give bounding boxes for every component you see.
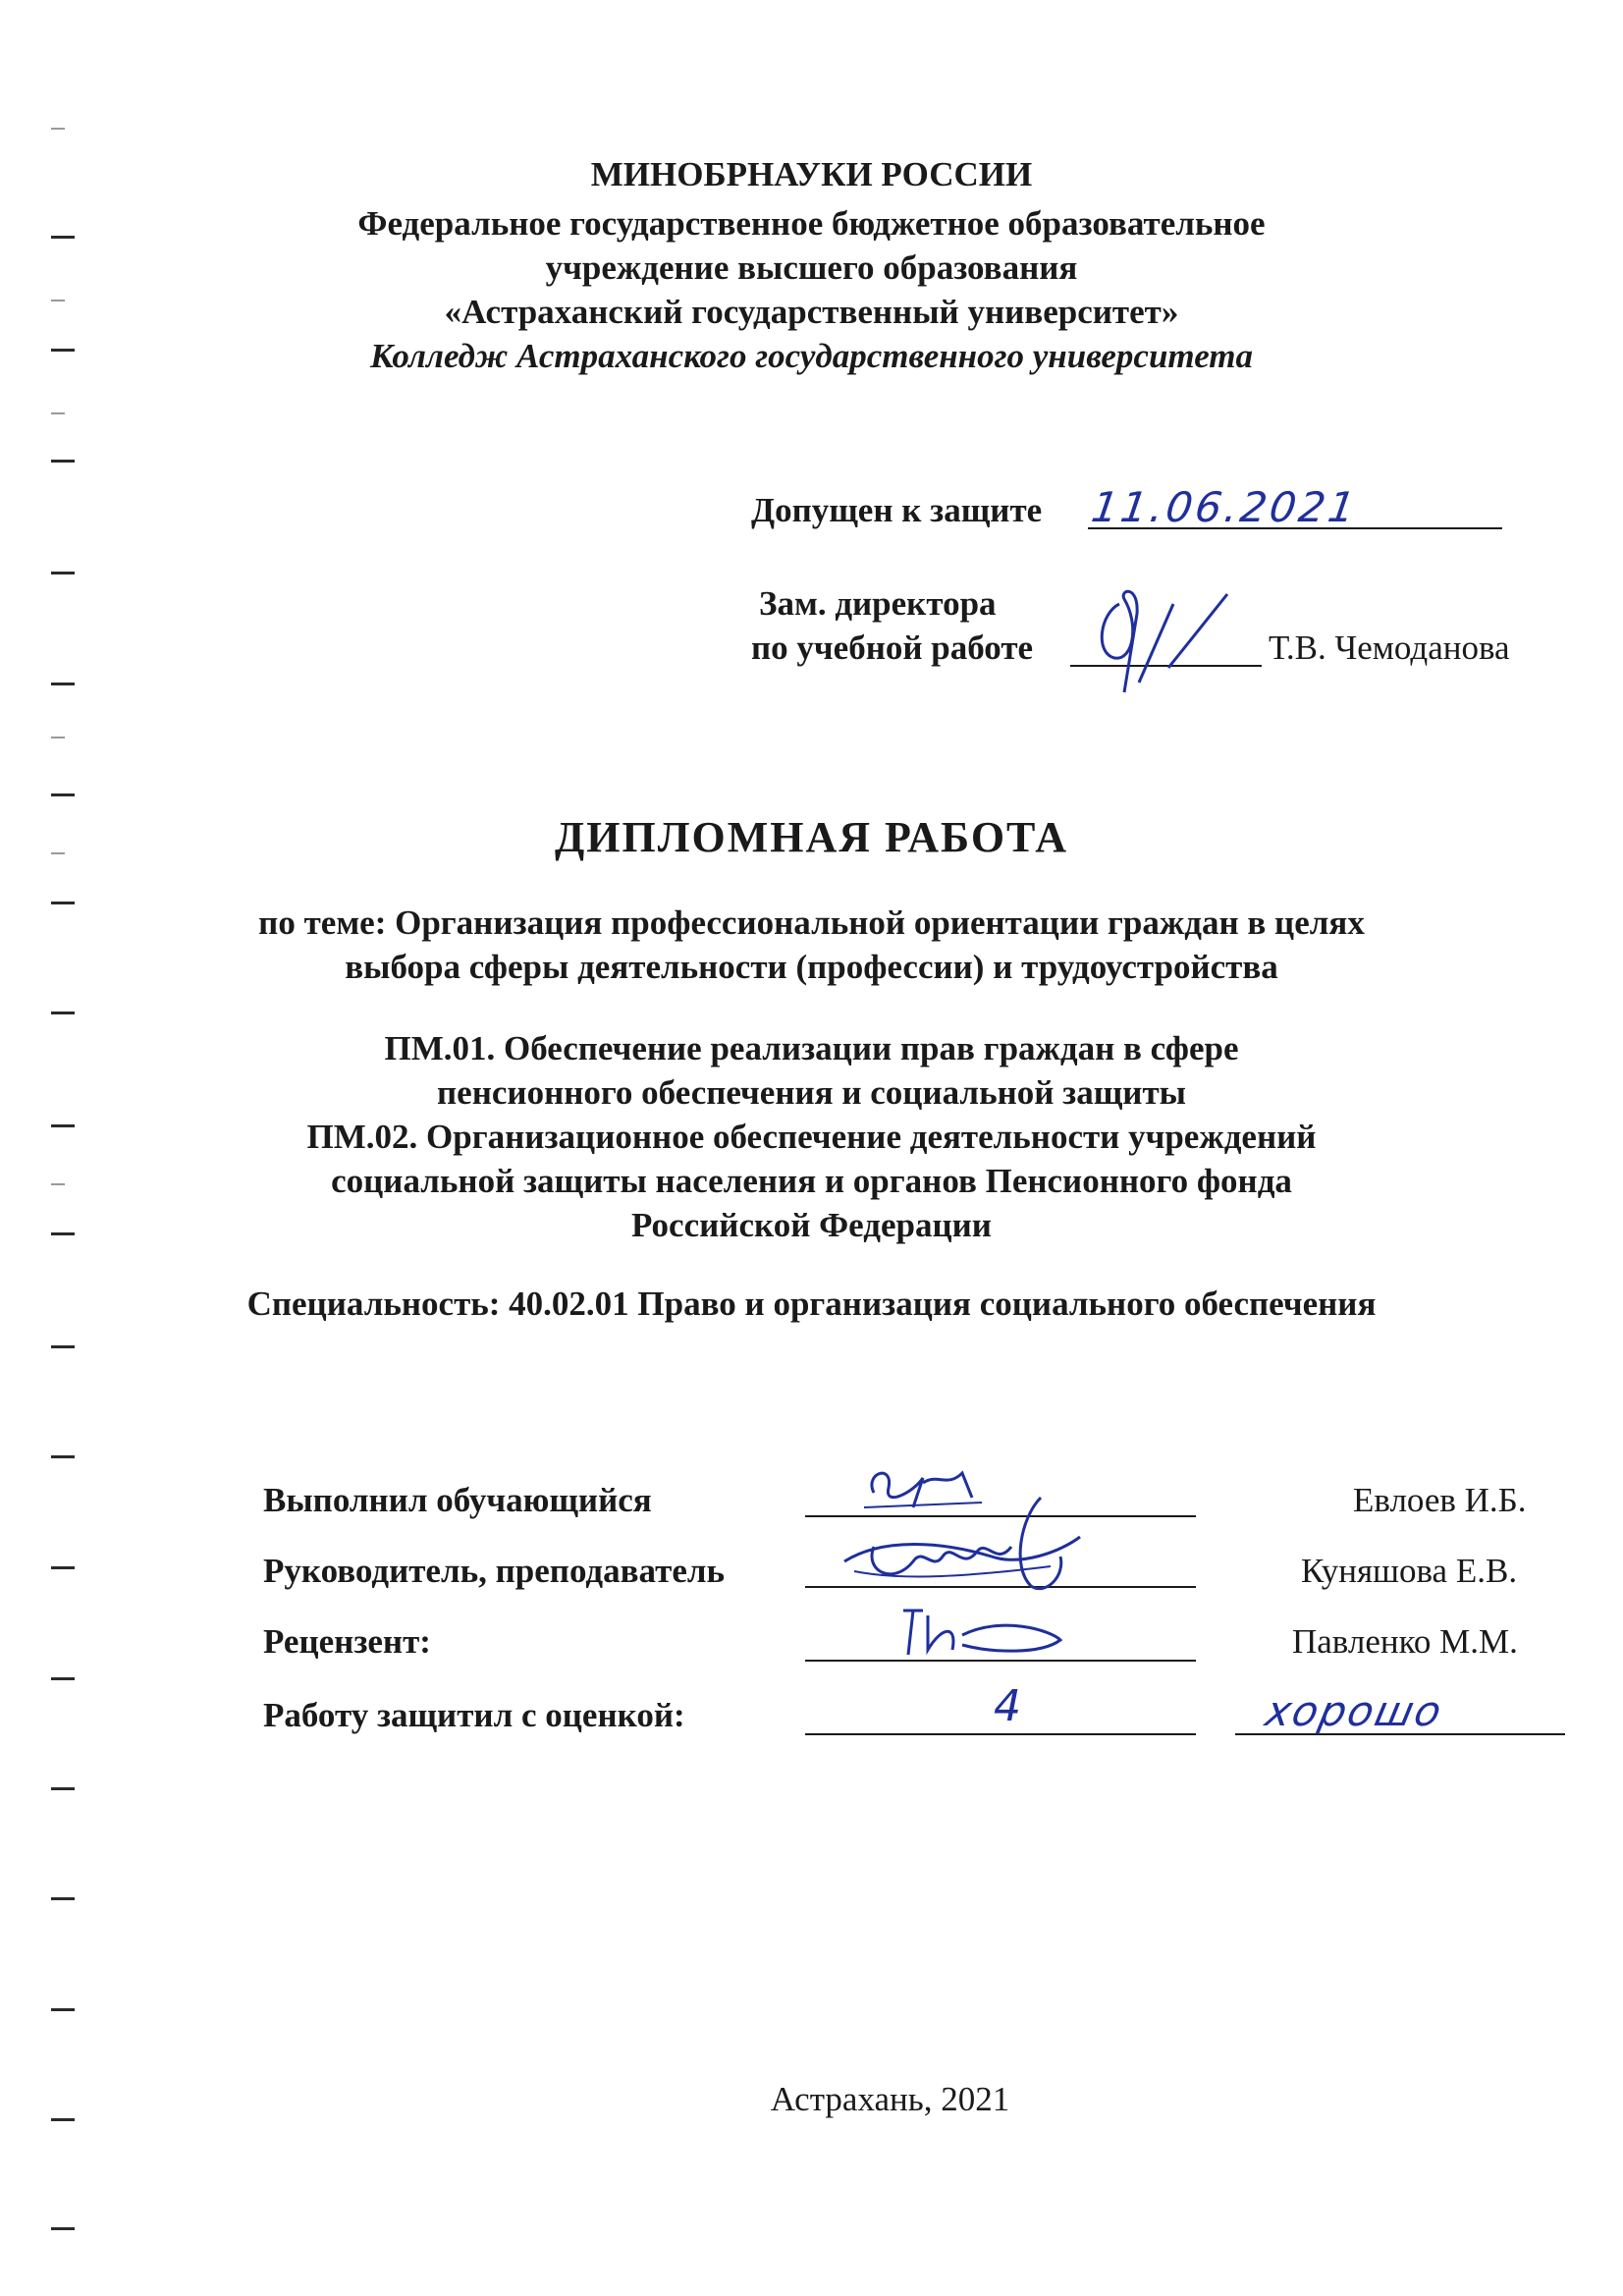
binding-mark: [51, 2227, 75, 2230]
binding-mark: [51, 793, 75, 796]
signature-role: Руководитель, преподаватель: [263, 1552, 726, 1590]
binding-mark: [51, 572, 75, 574]
deputy-signature: [1080, 574, 1267, 712]
signature-role: Выполнил обучающийся: [263, 1481, 652, 1519]
topic-line-2: выбора сферы деятельности (профессии) и трудоустройства: [345, 948, 1278, 986]
binding-mark: [51, 2118, 75, 2121]
signature-name: Куняшова Е.В.: [1301, 1552, 1518, 1590]
supervisor-signature: [825, 1478, 1100, 1615]
signature-role: Работу защитил с оценкой:: [263, 1696, 685, 1734]
institution-line-2: учреждение высшего образования: [545, 248, 1078, 287]
reviewer-signature: [884, 1596, 1080, 1665]
topic-line-1: по теме: Организация профессиональной ориентации граждан в целях: [258, 903, 1365, 942]
document-title: ДИПЛОМНАЯ РАБОТА: [554, 813, 1068, 861]
admitted-date-handwritten: 11.06.2021: [1088, 483, 1361, 531]
signature-name: Евлоев И.Б.: [1353, 1481, 1527, 1519]
deputy-title-line-1: Зам. директора: [759, 584, 997, 623]
admitted-label: Допущен к защите: [751, 491, 1043, 529]
grade-number-handwritten: 4: [994, 1681, 1021, 1731]
binding-mark: [51, 1566, 75, 1569]
binding-mark: [51, 683, 75, 685]
college-name: Колледж Астраханского государственного университета: [370, 337, 1253, 375]
city-year: Астрахань, 2021: [770, 2080, 1010, 2118]
module-line-1: ПМ.01. Обеспечение реализации прав граждан в сфере: [384, 1029, 1239, 1067]
ministry-name: МИНОБРНАУКИ РОССИИ: [590, 155, 1033, 193]
university-name: «Астраханский государственный университет»: [444, 293, 1179, 331]
binding-mark: [51, 1011, 75, 1014]
institution-line-1: Федеральное государственное бюджетное образовательное: [357, 204, 1266, 243]
module-line-5: Российской Федерации: [631, 1206, 992, 1244]
deputy-title-line-2: по учебной работе: [751, 629, 1034, 667]
binding-mark: [51, 1787, 75, 1790]
grade-underline: [805, 1733, 1196, 1735]
module-line-4: социальной защиты населения и органов Пенсионного фонда: [331, 1162, 1292, 1200]
binding-mark: [51, 128, 65, 130]
binding-mark: [51, 460, 75, 463]
binding-mark: [51, 1455, 75, 1458]
module-line-3: ПМ.02. Организационное обеспечение деятельности учреждений: [306, 1118, 1317, 1156]
binding-mark: [51, 1677, 75, 1680]
grade-word-handwritten: хорошо: [1261, 1687, 1448, 1735]
binding-mark: [51, 1897, 75, 1900]
specialty: Специальность: 40.02.01 Право и организация социального обеспечения: [246, 1285, 1377, 1323]
binding-mark: [51, 2008, 75, 2011]
signature-name: Павленко М.М.: [1292, 1622, 1518, 1661]
deputy-name: Т.В. Чемоданова: [1269, 629, 1510, 667]
signature-role: Рецензент:: [263, 1622, 431, 1661]
binding-mark: [51, 1345, 75, 1348]
binding-mark: [51, 412, 65, 414]
binding-mark: [51, 737, 65, 738]
module-line-2: пенсионного обеспечения и социальной защиты: [437, 1073, 1186, 1112]
